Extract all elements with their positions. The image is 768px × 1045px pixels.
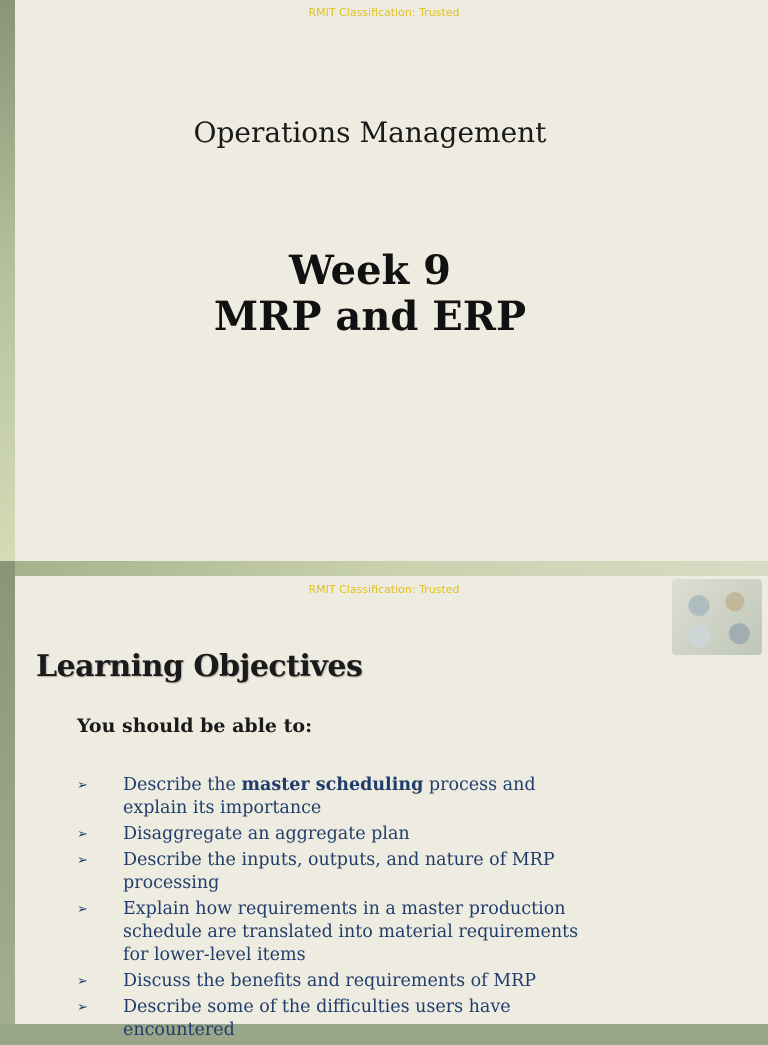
classification-label: RMIT Classification: Trusted bbox=[308, 6, 460, 19]
arrow-bullet-icon: ➢ bbox=[77, 827, 88, 842]
arrow-bullet-icon: ➢ bbox=[77, 778, 88, 793]
list-item bbox=[77, 823, 597, 846]
course-title: Operations Management bbox=[193, 116, 547, 149]
objective-text: process and explain its importance bbox=[123, 775, 536, 818]
objective-text: Describe the inputs, outputs, and nature of MRP processing bbox=[123, 850, 555, 893]
objectives-slide bbox=[0, 561, 768, 1040]
intro-text: You should be able to: bbox=[77, 715, 313, 737]
classification-label: RMIT Classification: Trusted bbox=[308, 583, 460, 596]
week-number: Week 9 bbox=[288, 247, 452, 294]
week-heading bbox=[0, 248, 740, 340]
objectives-list bbox=[77, 774, 597, 1045]
arrow-bullet-icon: ➢ bbox=[77, 1000, 88, 1015]
objective-text: Disaggregate an aggregate plan bbox=[123, 824, 410, 844]
arrow-bullet-icon: ➢ bbox=[77, 853, 88, 868]
slide-title: Learning Objectives bbox=[36, 649, 363, 684]
list-item bbox=[77, 970, 597, 993]
arrow-bullet-icon: ➢ bbox=[77, 974, 88, 989]
arrow-bullet-icon: ➢ bbox=[77, 902, 88, 917]
objective-text: Describe the bbox=[123, 775, 242, 795]
list-item bbox=[77, 774, 597, 820]
slide-sidebar-decoration bbox=[0, 561, 15, 1024]
list-item bbox=[77, 849, 597, 895]
list-item bbox=[77, 898, 597, 967]
objective-text: Explain how requirements in a master production schedule are translated into material requirements for lower-level items bbox=[123, 899, 579, 965]
decorative-photo-collage bbox=[672, 579, 762, 655]
list-item bbox=[77, 996, 597, 1042]
objective-text: Discuss the benefits and requirements of MRP bbox=[123, 971, 537, 991]
objective-emphasis: master scheduling bbox=[241, 775, 424, 795]
slide-top-band bbox=[15, 561, 768, 576]
objective-text: Describe some of the difficulties users have encountered bbox=[123, 997, 511, 1040]
week-topic: MRP and ERP bbox=[213, 293, 527, 340]
